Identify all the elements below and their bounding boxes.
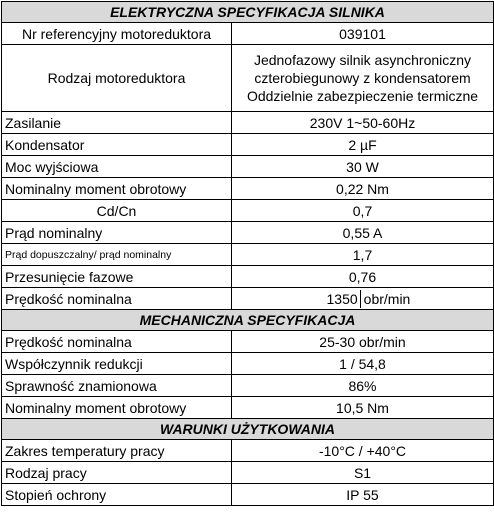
section-header-mechanical [2,310,494,331]
torque-value: 0,22 Nm [232,178,494,200]
ip-label: Stopień ochrony [2,484,232,506]
capacitor-value: 2 µF [232,134,494,156]
ip-value: IP 55 [232,484,494,506]
table-row [2,440,494,462]
table-row [2,112,494,134]
speed-number: 1350 [315,290,361,308]
phase-label: Przesunięcie fazowe [2,266,232,288]
speed-value [232,288,494,310]
table-row [2,484,494,506]
duty-label: Rodzaj pracy [2,462,232,484]
power-value: 30 W [232,156,494,178]
table-row [2,331,494,353]
mech-speed-label: Prędkość nominalna [2,331,232,353]
reduction-value: 1 / 54,8 [232,353,494,375]
supply-value: 230V 1~50-60Hz [232,112,494,134]
type-value-line-2: czterobiegunowy z kondensatorem [254,70,471,86]
section-header-electrical [2,2,494,23]
speed-label: Prędkość nominalna [2,288,232,310]
supply-label: Zasilanie [2,112,232,134]
duty-value: S1 [232,462,494,484]
cdcn-label: Cd/Cn [2,200,232,222]
reduction-label: Współczynnik redukcji [2,353,232,375]
table-row [2,156,494,178]
efficiency-label: Sprawność znamionowa [2,375,232,397]
speed-unit: obr/min [363,290,411,307]
table-row [2,200,494,222]
temp-value: -10°C / +40°C [232,440,494,462]
type-label: Rodzaj motoreduktora [2,45,232,112]
torque-label: Nominalny moment obrotowy [2,178,232,200]
phase-value: 0,76 [232,266,494,288]
efficiency-value: 86% [232,375,494,397]
table-row [2,45,494,112]
table-row [2,178,494,200]
section-title-operating: WARUNKI UŻYTKOWANIA [2,419,494,440]
mech-speed-value: 25-30 obr/min [232,331,494,353]
cdcn-value: 0,7 [232,200,494,222]
table-row [2,134,494,156]
type-value [232,45,494,112]
section-header-operating [2,419,494,440]
mech-torque-value: 10,5 Nm [232,397,494,419]
table-row [2,23,494,45]
table-row [2,462,494,484]
type-value-line-1: Jednofazowy silnik asynchroniczny [253,52,472,68]
mech-torque-label: Nominalny moment obrotowy [2,397,232,419]
ratio-value: 1,7 [232,244,494,266]
current-value: 0,55 A [232,222,494,244]
table-row [2,244,494,266]
table-row [2,222,494,244]
table-row [2,266,494,288]
temp-label: Zakres temperatury pracy [2,440,232,462]
section-title-electrical: ELEKTRYCZNA SPECYFIKACJA SILNIKA [2,2,494,23]
table-row [2,353,494,375]
table-row [2,288,494,310]
capacitor-label: Kondensator [2,134,232,156]
ratio-label: Prąd dopuszczalny/ prąd nominalny [2,244,232,266]
ref-value: 039101 [232,23,494,45]
spec-table [1,1,494,506]
section-title-mechanical: MECHANICZNA SPECYFIKACJA [2,310,494,331]
table-row [2,397,494,419]
type-value-line-3: Oddzielnie zabezpieczenie termiczne [246,88,479,104]
table-row [2,375,494,397]
current-label: Prąd nominalny [2,222,232,244]
ref-label: Nr referencyjny motoreduktora [2,23,232,45]
power-label: Moc wyjściowa [2,156,232,178]
